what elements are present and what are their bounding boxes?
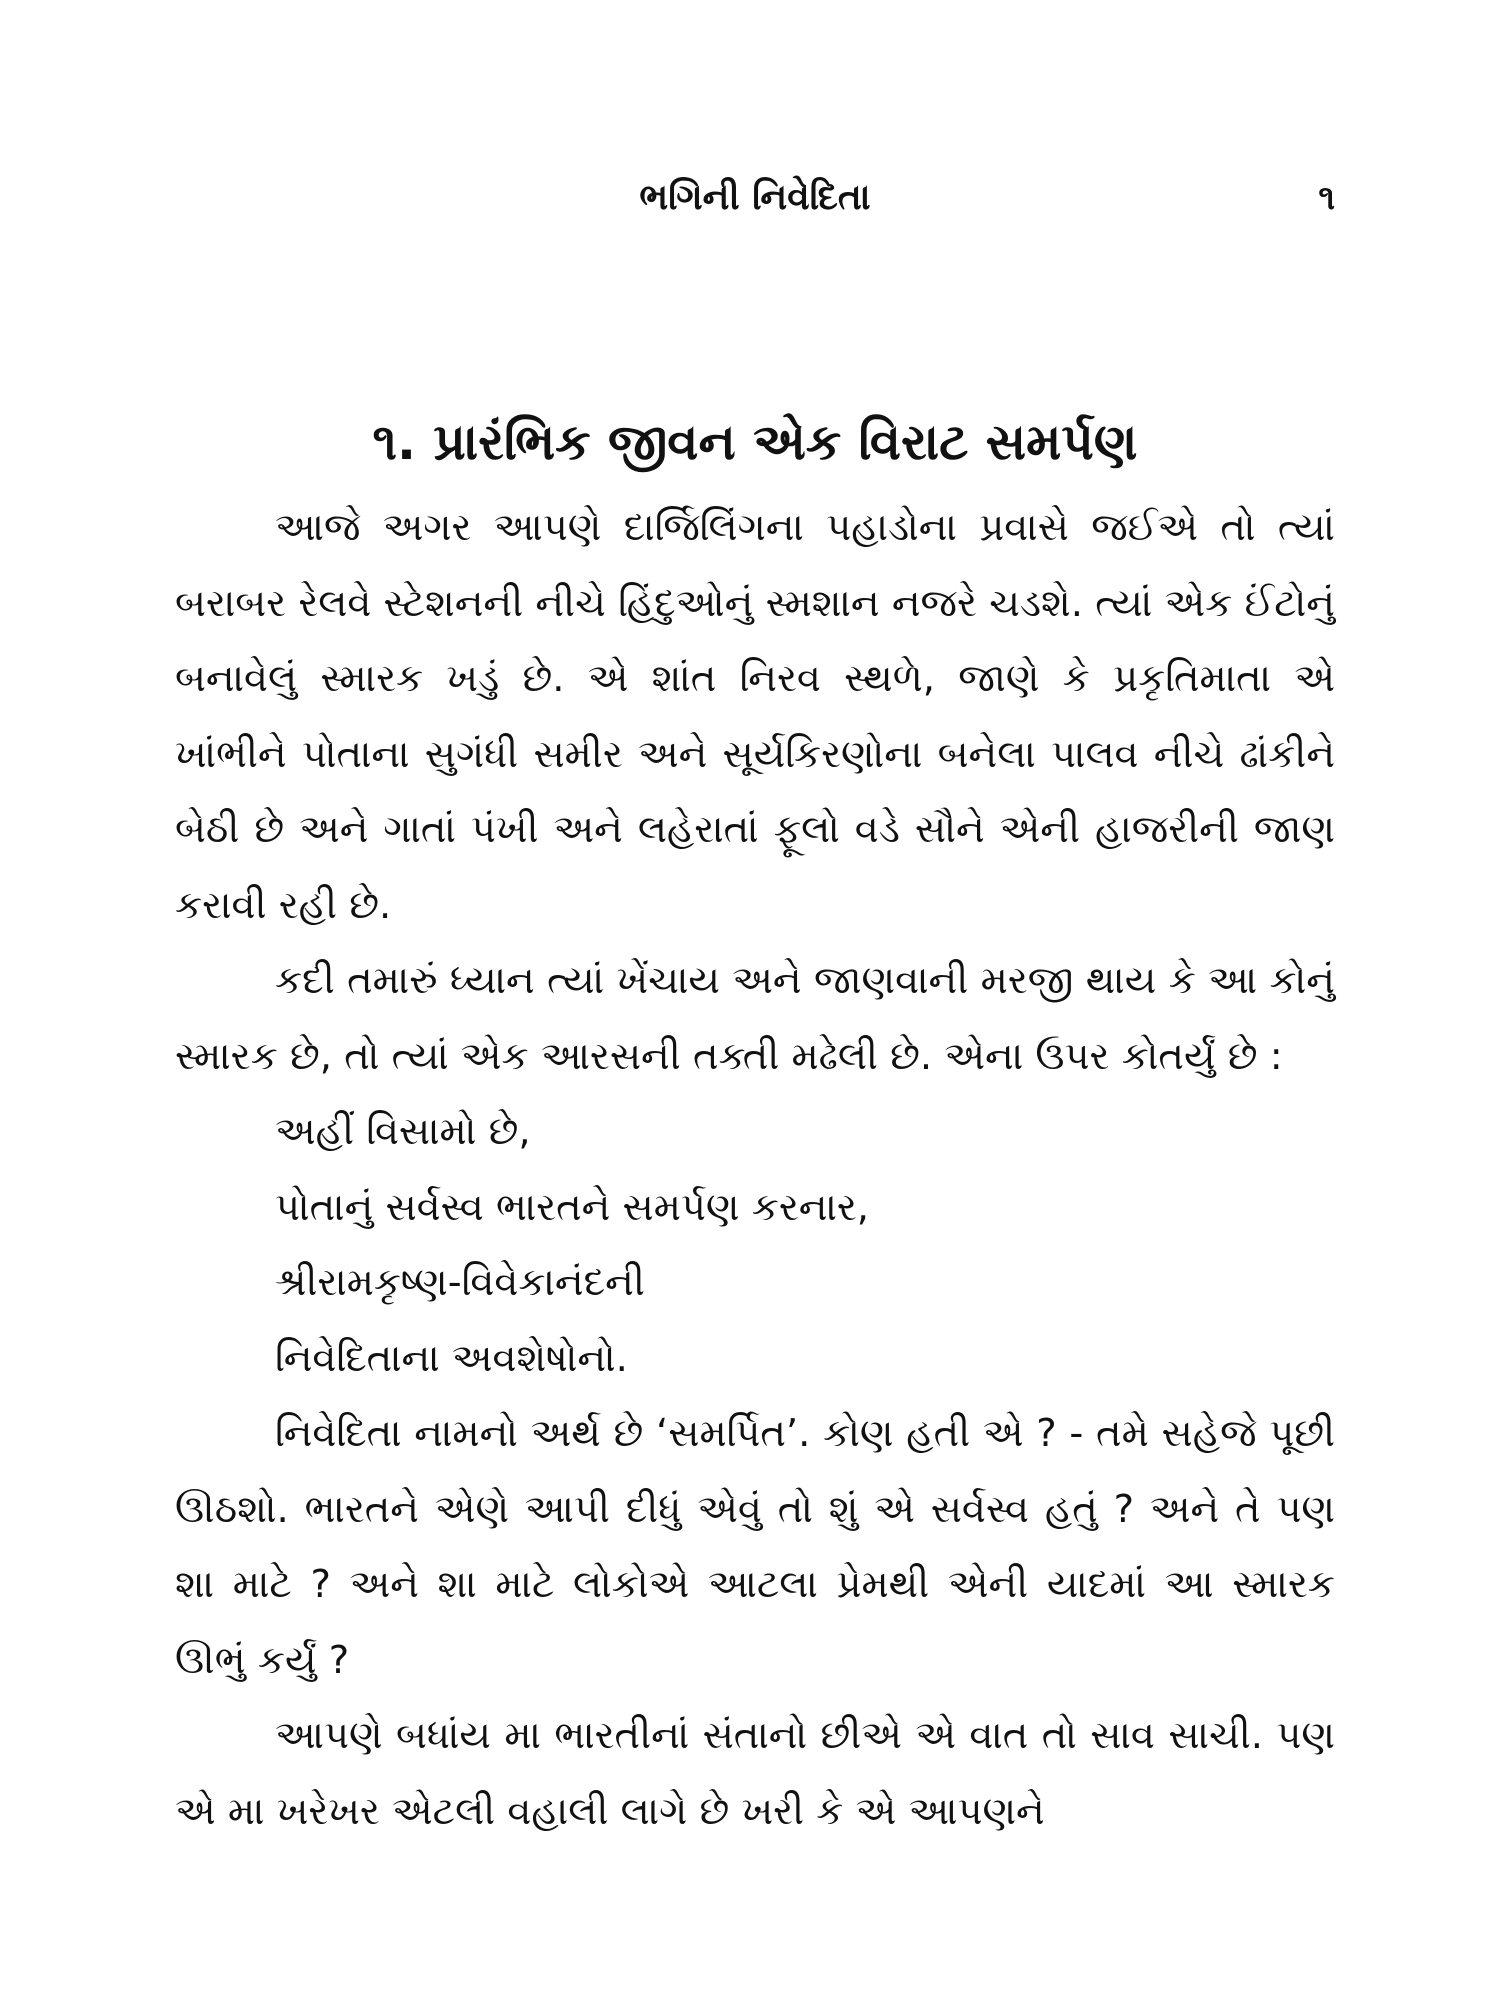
page-number: ૧ (1318, 178, 1335, 218)
paragraph-4: આપણે બધાંય મા ભારતીનાં સંતાનો છીએ એ વાત તો સાવ સાચી. પણ એ મા ખરેખર એટલી વહાલી લાગે છે ખરી કે એ આપણને (175, 1713, 1335, 1834)
chapter-title: ૧. પ્રારંભિક જીવન એક વિરાટ સમર્પણ (372, 413, 1138, 471)
paragraph-1: આજે અગર આપણે દાર્જિલિંગના પહાડોના પ્રવાસે જઈએ તો ત્યાં બરાબર રેલવે સ્ટેશનની નીચે હિંદુઓનું સ્મશાન નજરે ચડશે. ત્યાં એક ઈંટોનું બનાવેલું સ્મારક ખડું છે. એ શાંત નિરવ સ્થળે, જાણે કે પ્રકૃતિમાતા એ ખાંભીને પોતાના સુગંધી સમીર અને સૂર્યકિરણોના બનેલા પાલવ નીચે ઢાંકીને બેઠી છે અને ગાતાં પંખી અને લહેરાતાં ફૂલો વડે સૌને એની હાજરીની જાણ કરાવી રહી છે. (175, 505, 1335, 928)
body-text (175, 490, 1335, 1849)
paragraph-3: નિવેદિતા નામનો અર્થ છે ‘સમર્પિત’. કોણ હતી એ ? - તમે સહેજે પૂછી ઊઠશો. ભારતને એણે આપી દીધું એવું તો શું એ સર્વસ્વ હતું ? અને તે પણ શા માટે ? અને શા માટે લોકોએ આટલા પ્રેમથી એની યાદમાં આ સ્મારક ઊભું કર્યું ? (175, 1411, 1335, 1683)
verse-line-3: શ્રીરામકૃષ્ણ-વિવેકાનંદની (275, 1260, 645, 1305)
running-header (175, 168, 1335, 228)
running-header-title: ભગિની નિવેદિતા (639, 177, 871, 218)
epitaph-verse (175, 1094, 1335, 1396)
verse-line-4: નિવેદિતાના અવશેષોનો. (275, 1335, 628, 1381)
verse-line-2: પોતાનું સર્વસ્વ ભારતને સમર્પણ કરનાર, (275, 1184, 870, 1230)
verse-line-1: અહીં વિસામો છે, (275, 1109, 531, 1154)
paragraph-2: કદી તમારું ધ્યાન ત્યાં ખેંચાય અને જાણવાની મરજી થાય કે આ કોનું સ્મારક છે, તો ત્યાં એક આરસની તક્તી મઢેલી છે. એના ઉપર કોતર્યું છે : (175, 958, 1335, 1079)
